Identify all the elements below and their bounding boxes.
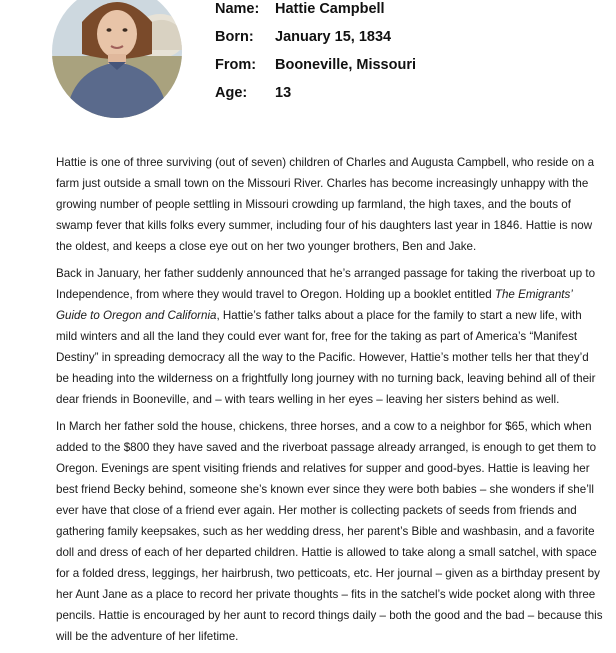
from-row: [215, 51, 416, 79]
story-paragraph-2-end: , Hattie’s father talks about a place for the family to start a new life, with mild winters and all the land they could ever want for, free for the taking as part of America’s “Manifest Destiny” in spreading democracy all the way to the Pacific. However, Hattie’s mother tells her that they’d be heading into the wilderness on a frightfully long journey with no turning back, leaving behind all of their dear friends in Booneville, and – with tears welling in her eyes – leaving her sisters behind as well.: [56, 309, 596, 406]
story-paragraph-1: Hattie is one of three surviving (out of seven) children of Charles and Augusta Campbell, who reside on a farm just outside a small town on the Missouri River. Charles has become increasingly unhappy with the growing number of people settling in Missouri crowding up farmland, the high taxes, and the bouts of swamp fever that kills folks every summer, including four of his daughters last year in 1846. Hattie is now the oldest, and keeps a close eye out on her two younger brothers, Ben and Jake.: [56, 156, 595, 253]
name-value: Hattie Campbell: [275, 1, 385, 17]
age-label: Age:: [215, 85, 248, 101]
born-value: January 15, 1834: [275, 29, 392, 45]
portrait-photo: [52, 0, 182, 118]
name-row: [215, 0, 416, 23]
born-row: [215, 23, 416, 51]
age-row: [215, 79, 416, 107]
story-paragraph-3: In March her father sold the house, chickens, three horses, and a cow to a neighbor for $65, which when added to the $800 they have saved and the riverboat passage already arranged, is enough to get them to Oregon. Evenings are spent visiting friends and relatives for supper and good-byes. Hattie is leaving her best friend Becky behind, someone she’s known ever since they were both babies – she wonders if she’ll ever have that close of a friend ever again. Her mother is collecting packets of seeds from friends and gathering family keepsakes, such as her wedding dress, her parent’s Bible and washbasin, and a favorite doll and dress of each of her departed children. Hattie is allowed to take along a small satchel, with space for a folded dress, leggings, her hairbrush, two petticoats, etc. Her journal – given as a birthday present by her Aunt Jane as a place to record her private thoughts – fits in the satchel’s wide pocket along with three pencils. Hattie is encouraged by her aunt to record things daily – both the good and the bad – because this will be the adventure of her lifetime.: [56, 420, 603, 643]
age-value: 13: [275, 85, 292, 101]
story-paragraph-2: [56, 263, 604, 410]
profile-facts: [215, 0, 416, 107]
story-text: [56, 152, 604, 653]
book-title: The Emigrants’ Guide to Oregon and California: [56, 288, 573, 322]
story-paragraph-2-start: Back in January, her father suddenly announced that he’s arranged passage for taking the riverboat up to Independence, from where they would travel to Oregon. Holding up a booklet entitled: [56, 267, 596, 301]
from-label: From:: [215, 57, 257, 73]
name-label: Name:: [215, 1, 260, 17]
from-value: Booneville, Missouri: [275, 57, 416, 73]
portrait-illustration: [52, 0, 182, 118]
born-label: Born:: [215, 29, 254, 45]
